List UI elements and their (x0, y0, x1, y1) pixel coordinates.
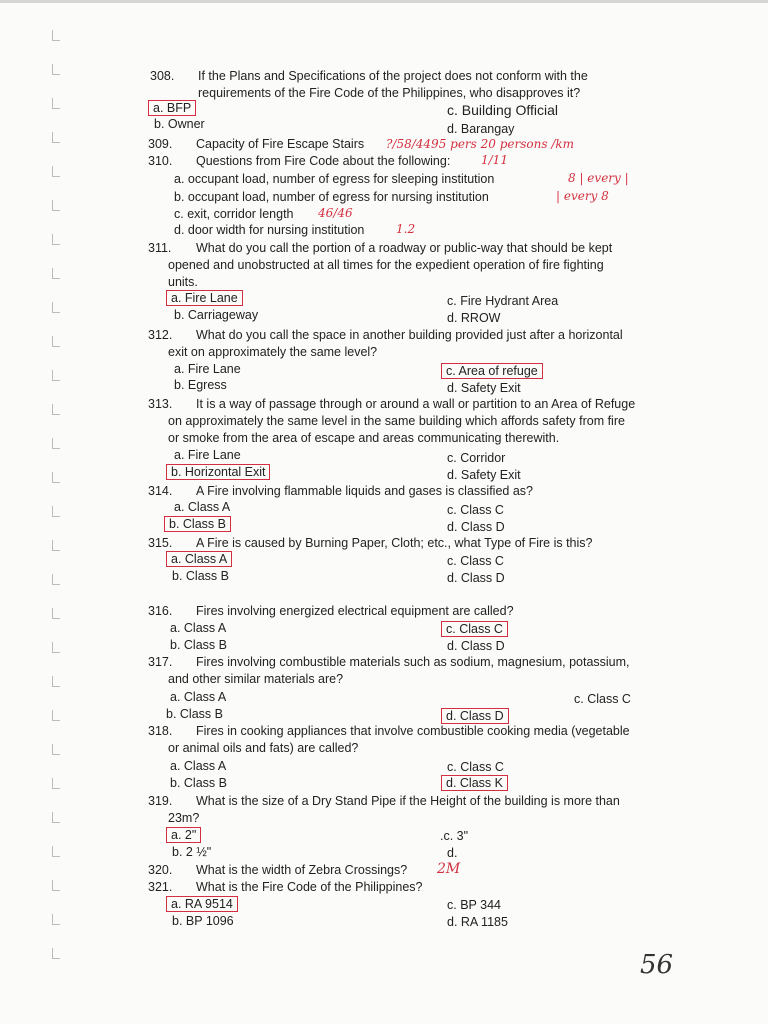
option-321-a: a. RA 9514 (166, 896, 238, 912)
handwritten-note-310-c: 46/46 (318, 206, 353, 220)
item-310-a: a. occupant load, number of egress for sleeping institution (174, 172, 495, 186)
question-321: 321. What is the Fire Code of the Philippines? (148, 880, 423, 894)
question-308: 308. If the Plans and Specifications of the project does not conform with the requirements of the Fire Code of the Philippines, who disapproves it? (150, 69, 588, 100)
margin-tick (52, 516, 60, 517)
handwritten-note-310: 1/11 (481, 153, 508, 167)
handwritten-note-320: 2M (437, 861, 461, 877)
handwritten-note-309: ?/58/4495 pers 20 persons /km (386, 137, 575, 151)
option-308-c: c. Building Official (447, 102, 559, 118)
option-318-b: b. Class B (170, 776, 227, 790)
option-314-a: a. Class A (174, 500, 231, 514)
option-316-a: a. Class A (170, 621, 227, 635)
option-308-a: a. BFP (148, 100, 196, 116)
option-314-c: c. Class C (447, 503, 504, 517)
page-top-edge (0, 0, 768, 3)
page-number: 56 (640, 950, 674, 980)
option-317-d: d. Class D (441, 708, 509, 724)
margin-tick (52, 652, 60, 653)
margin-tick (52, 142, 60, 143)
margin-tick (52, 74, 60, 75)
question-315: 315. A Fire is caused by Burning Paper, Cloth; etc., what Type of Fire is this? (148, 536, 593, 550)
option-311-b: b. Carriageway (174, 308, 259, 322)
option-314-d: d. Class D (447, 520, 505, 534)
option-315-d: d. Class D (447, 571, 505, 585)
margin-tick (52, 346, 60, 347)
option-312-d: d. Safety Exit (447, 381, 521, 395)
option-319-c: .c. 3" (440, 829, 469, 843)
option-308-b: b. Owner (154, 117, 205, 131)
option-315-c: c. Class C (447, 554, 504, 568)
margin-tick (52, 754, 60, 755)
option-318-d: d. Class K (441, 775, 508, 791)
option-321-b: b. BP 1096 (172, 914, 234, 928)
option-317-c: c. Class C (574, 692, 631, 706)
question-320: 320. What is the width of Zebra Crossings? (148, 863, 408, 877)
option-317-a: a. Class A (170, 690, 227, 704)
question-313: 313. It is a way of passage through or around a wall or partition to an Area of Refuge on approximately the same level in the same building which affords safety from fire or smoke from the area of escape and areas communicating therewith. (148, 397, 636, 445)
question-316: 316. Fires involving energized electrical equipment are called? (148, 604, 514, 618)
option-319-d: d. (447, 846, 458, 860)
item-310-d: d. door width for nursing institution (174, 223, 365, 237)
margin-tick (52, 924, 60, 925)
option-313-d: d. Safety Exit (447, 468, 521, 482)
margin-tick (52, 890, 60, 891)
margin-tick (52, 550, 60, 551)
question-318: 318. Fires in cooking appliances that involve combustible cooking media (vegetable or animal oils and fats) are called? (148, 724, 630, 755)
margin-tick (52, 108, 60, 109)
option-321-c: c. BP 344 (447, 898, 501, 912)
handwritten-note-310-a: 8 | every | (568, 171, 629, 185)
option-313-c: c. Corridor (447, 451, 506, 465)
question-310: 310. Questions from Fire Code about the following: (148, 154, 451, 168)
question-311: 311. What do you call the portion of a roadway or public-way that should be kept opened and unobstructed at all times for the expedient operation of fire fighting units. (148, 241, 613, 289)
item-310-b: b. occupant load, number of egress for nursing institution (174, 190, 489, 204)
margin-tick (52, 720, 60, 721)
option-316-d: d. Class D (447, 639, 505, 653)
margin-tick (52, 414, 60, 415)
margin-tick (52, 958, 60, 959)
option-311-a: a. Fire Lane (166, 290, 243, 306)
margin-tick (52, 312, 60, 313)
margin-tick (52, 380, 60, 381)
margin-tick (52, 686, 60, 687)
option-312-a: a. Fire Lane (174, 362, 241, 376)
option-317-b: b. Class B (166, 707, 223, 721)
handwritten-note-310-b: | every 8 (556, 189, 609, 203)
option-318-c: c. Class C (447, 760, 504, 774)
option-311-c: c. Fire Hydrant Area (447, 294, 559, 308)
question-309: 309. Capacity of Fire Escape Stairs (148, 137, 365, 151)
option-311-d: d. RROW (447, 311, 501, 325)
margin-tick (52, 244, 60, 245)
margin-ticks (52, 20, 64, 1020)
margin-tick (52, 822, 60, 823)
margin-tick (52, 210, 60, 211)
margin-tick (52, 40, 60, 41)
question-314: 314. A Fire involving flammable liquids and gases is classified as? (148, 484, 533, 498)
item-310-c: c. exit, corridor length (174, 207, 294, 221)
option-314-b: b. Class B (164, 516, 231, 532)
question-312: 312. What do you call the space in another building provided just after a horizontal exit on approximately the same level? (148, 328, 623, 359)
option-315-b: b. Class B (172, 569, 229, 583)
option-318-a: a. Class A (170, 759, 227, 773)
option-315-a: a. Class A (166, 551, 232, 567)
margin-tick (52, 788, 60, 789)
margin-tick (52, 856, 60, 857)
margin-tick (52, 278, 60, 279)
question-319: 319. What is the size of a Dry Stand Pipe if the Height of the building is more than 23m? (148, 794, 620, 825)
question-317: 317. Fires involving combustible materials such as sodium, magnesium, potassium, and other similar materials are? (148, 655, 630, 686)
margin-tick (52, 482, 60, 483)
margin-tick (52, 176, 60, 177)
margin-tick (52, 618, 60, 619)
option-319-b: b. 2 ½" (172, 845, 212, 859)
option-319-a: a. 2" (166, 827, 201, 843)
handwritten-note-310-d: 1.2 (396, 222, 416, 236)
option-313-b: b. Horizontal Exit (166, 464, 270, 480)
option-316-c: c. Class C (441, 621, 508, 637)
margin-tick (52, 448, 60, 449)
option-321-d: d. RA 1185 (447, 915, 508, 929)
option-312-b: b. Egress (174, 378, 227, 392)
margin-tick (52, 584, 60, 585)
option-308-d: d. Barangay (447, 122, 515, 136)
option-313-a: a. Fire Lane (174, 448, 241, 462)
option-316-b: b. Class B (170, 638, 227, 652)
option-312-c: c. Area of refuge (441, 363, 543, 379)
